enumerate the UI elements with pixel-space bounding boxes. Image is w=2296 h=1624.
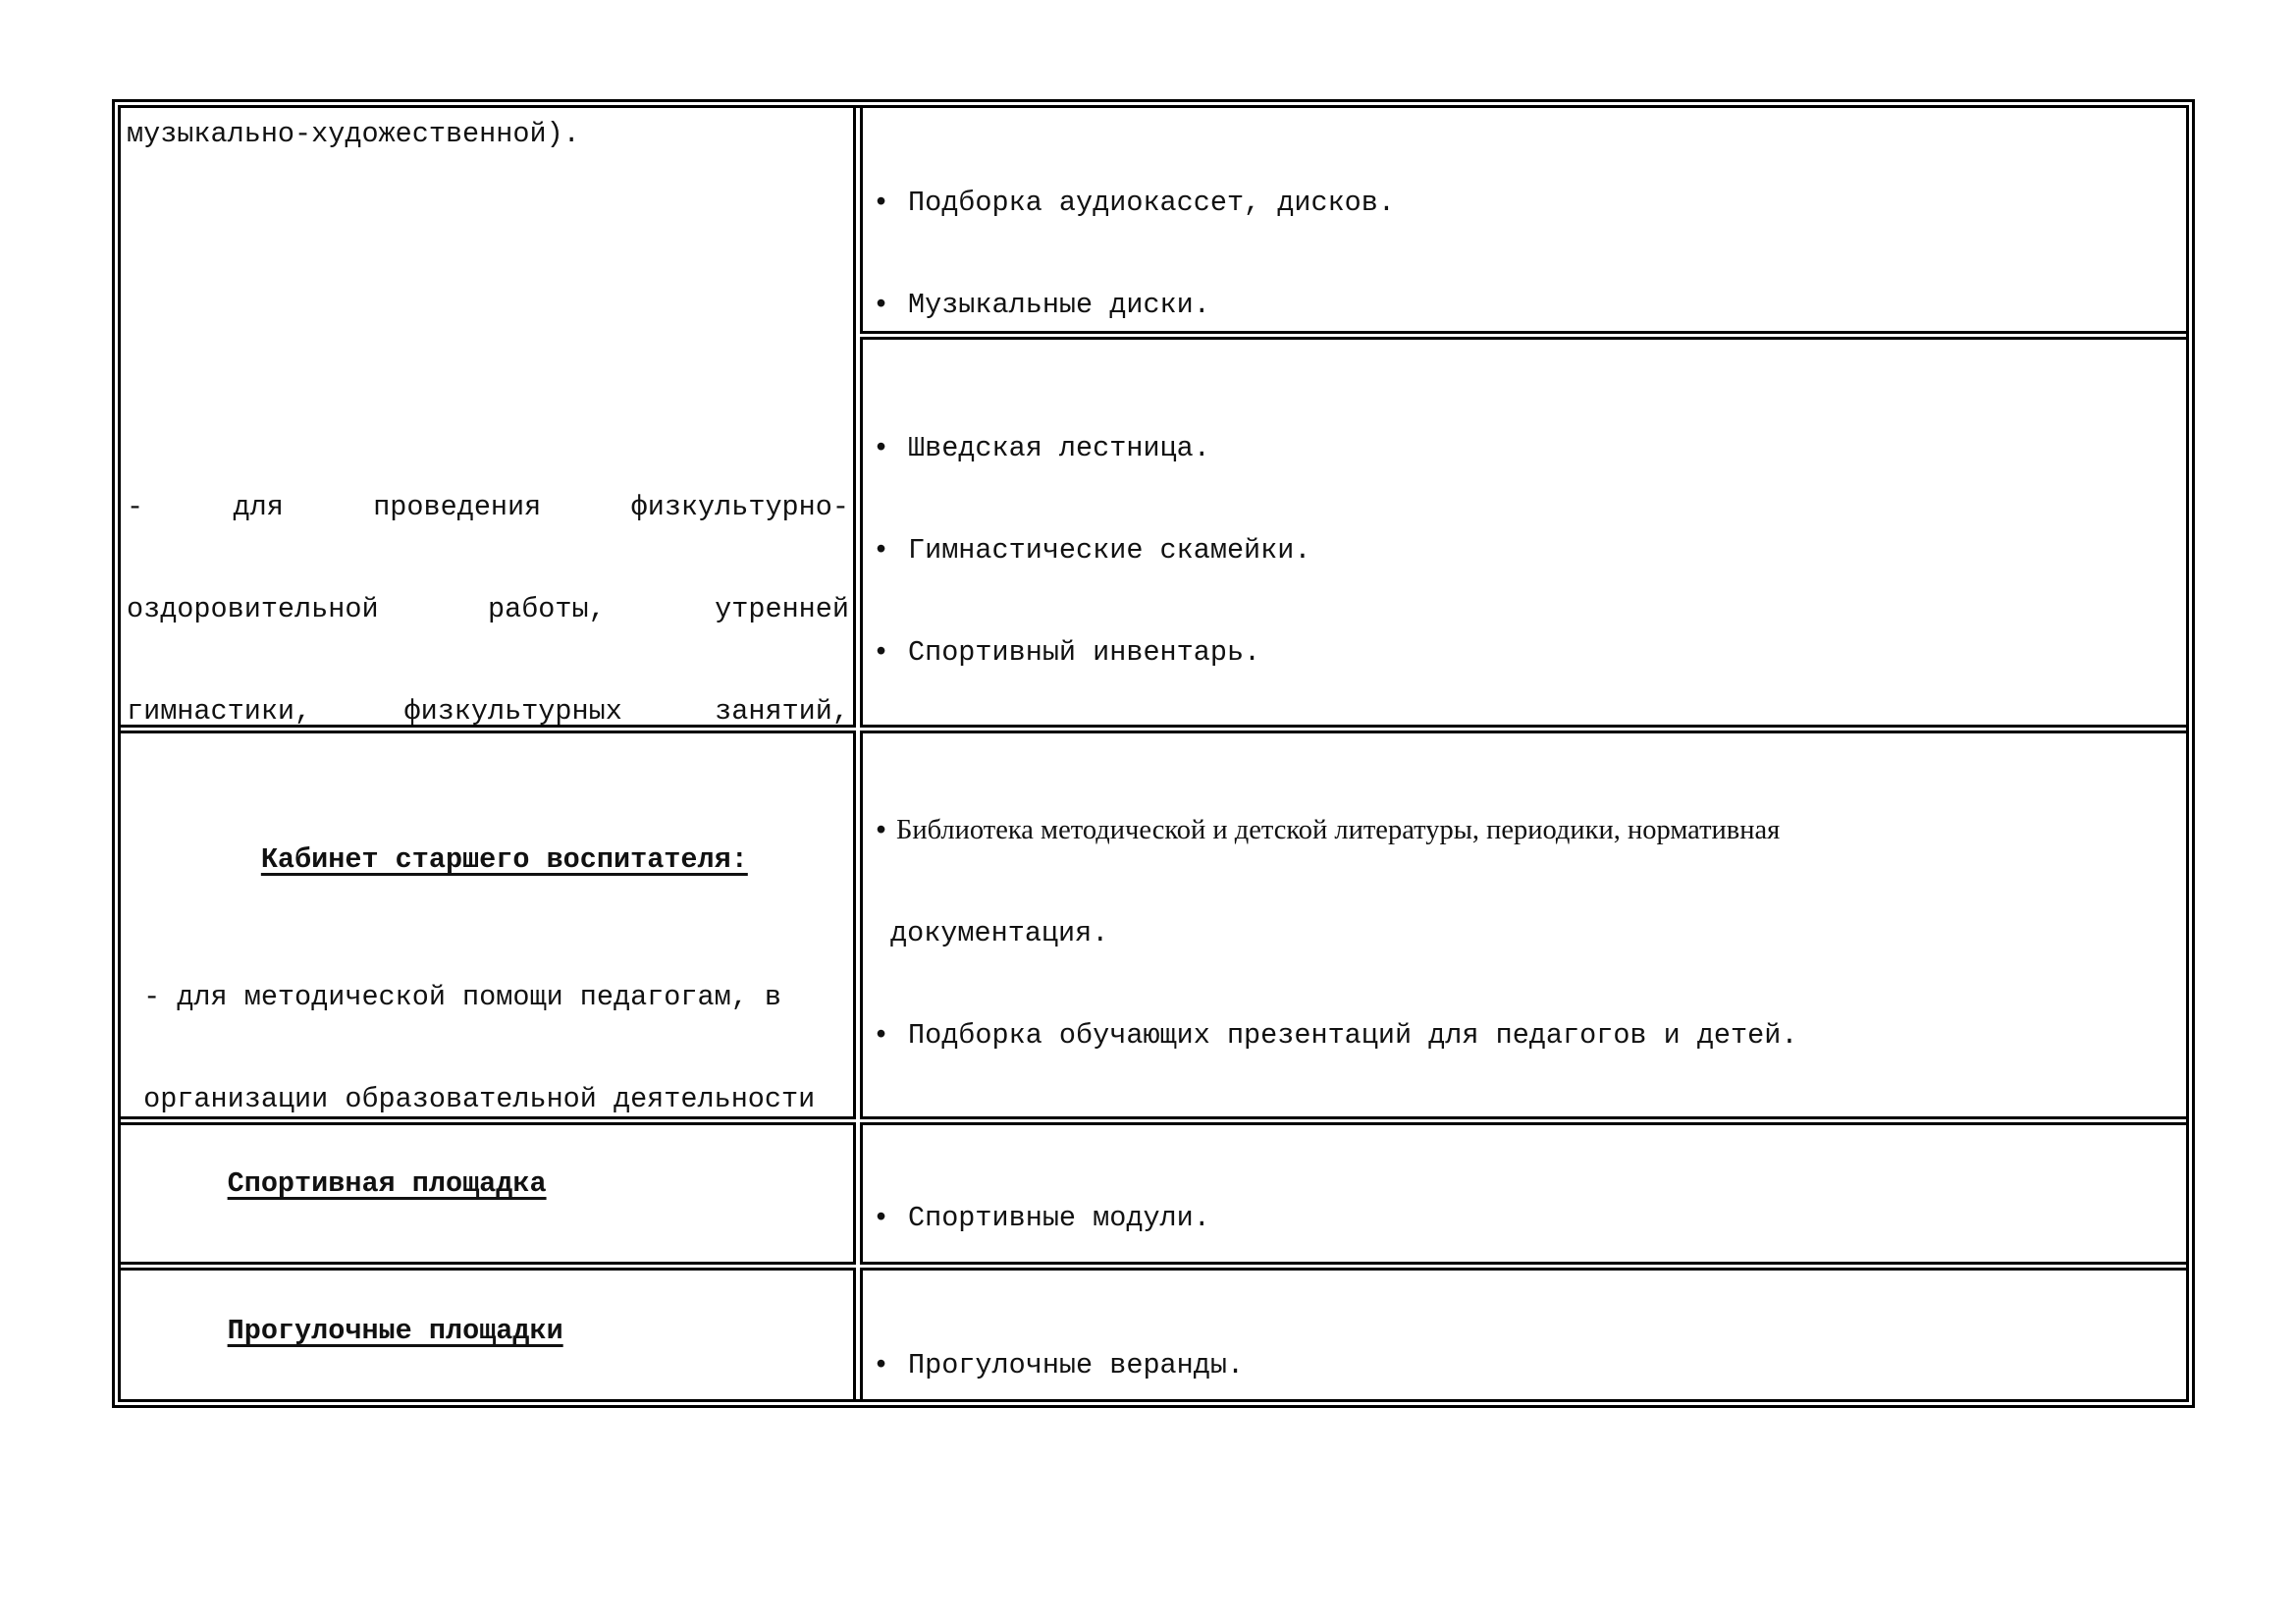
text-line [127,491,849,525]
word: физкультурных [403,695,622,728]
senior-teacher-purpose [127,741,849,1119]
word: физкультурно- [630,490,849,523]
music-equipment-list [873,118,1479,334]
section-heading: Кабинет старшего воспитателя: [260,843,748,877]
bullet-icon: • [873,288,890,321]
bullet-icon: • [873,1201,890,1234]
sport-ground-heading-wrap [127,1133,547,1235]
text-line [127,810,849,912]
text-line [127,695,849,728]
bullet-icon: • [873,431,890,464]
word: проведения [373,490,542,523]
table-cell-sport-ground [118,1122,856,1265]
word: утренней [715,592,849,625]
word: гимнастики, [127,695,312,728]
walk-grounds-heading-wrap [127,1280,563,1382]
word: - [127,490,144,523]
table-cell-senior-teacher-equipment [860,731,2189,1119]
list-item: • Прогулочные веранды. [873,1348,1245,1381]
list-item: • Шведская лестница. [873,431,1210,464]
bullet-icon: • [873,186,890,219]
bullet-icon: • [873,533,890,567]
bullet-icon: • [873,814,890,847]
list-item: • Спортивные модули. [873,1201,1210,1234]
text-line: организации образовательной деятельности [127,1082,816,1115]
section-heading: Спортивная площадка [227,1166,547,1200]
word: занятий, [715,695,849,728]
sport-hall-purpose-text [127,422,849,728]
word: работы, [487,592,606,625]
music-purpose-text: музыкально-художественной). [127,118,580,150]
table-cell-walk-grounds [118,1268,856,1402]
sport-hall-equipment-list [873,363,2016,728]
list-item: • Подборка обучающих презентаций для педагогов и детей. [873,1019,1798,1053]
table-cell-senior-teacher-office [118,731,856,1119]
table-cell-sport-hall-equipment [860,337,2189,728]
bullet-icon: • [873,636,890,670]
table-cell-music-equipment [860,105,2189,334]
bullet-icon: • [873,1348,890,1381]
bullet-icon: • [873,1019,890,1053]
list-item-continuation: документация. [890,916,1109,949]
text-line: - для методической помощи педагогам, в [127,980,782,1013]
word: для [233,490,284,523]
sport-ground-equipment-list [873,1133,1210,1265]
table-cell-sport-ground-equipment [860,1122,2189,1265]
senior-teacher-equipment-list [873,745,1797,1119]
list-item: • Музыкальные диски. [873,288,1210,321]
text-line [127,593,849,627]
walk-grounds-equipment-list [873,1280,1260,1402]
table-cell-left-music-sport [118,105,856,728]
section-heading: Прогулочные площадки [227,1314,563,1347]
list-item: • Библиотека методической и детской литературы, периодики, нормативная [873,814,1781,847]
list-item: • Гимнастические скамейки. [873,533,1311,567]
list-item: • Спортивный инвентарь. [873,636,1261,670]
table-cell-walk-grounds-equipment [860,1268,2189,1402]
list-item: • Подборка аудиокассет, дисков. [873,186,1395,219]
word: оздоровительной [127,592,379,625]
